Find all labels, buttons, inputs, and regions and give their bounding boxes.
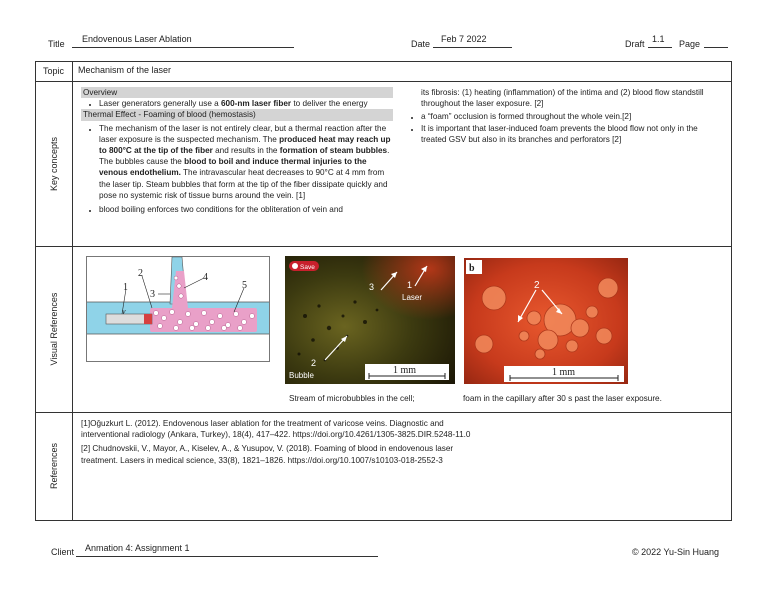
page-field[interactable] — [704, 34, 728, 48]
visual-references-label: Visual References — [49, 292, 59, 366]
diagram-label-v: v — [122, 307, 126, 316]
key-concepts-right-column — [408, 87, 718, 145]
thermal-effect-heading: Thermal Effect - Foaming of blood (hemostasis) — [81, 109, 393, 120]
label-column-divider — [72, 62, 73, 520]
vein-diagram — [86, 256, 270, 362]
date-value: Feb 7 2022 — [441, 34, 487, 44]
svg-text:Laser: Laser — [402, 293, 423, 302]
svg-text:Bubble: Bubble — [289, 371, 314, 380]
diagram-label-4: 4 — [203, 272, 208, 283]
svg-text:2: 2 — [534, 280, 540, 291]
client-value: Anmation 4: Assignment 1 — [85, 543, 190, 553]
date-label: Date — [411, 39, 431, 49]
title-value: Endovenous Laser Ablation — [82, 34, 192, 44]
svg-text:2: 2 — [311, 358, 317, 368]
list-item: • blood boiling enforces two conditions for the obliteration of vein and — [99, 204, 393, 215]
save-badge: Save — [300, 264, 315, 271]
key-concepts-label: Key concepts — [49, 136, 59, 192]
caption-microbubbles: Stream of microbubbles in the cell; — [289, 394, 415, 403]
svg-text:1 mm: 1 mm — [552, 367, 576, 378]
panel-tag-b: b — [469, 263, 475, 274]
list-item: • Laser generators generally use a 600-nm laser fiber to deliver the energy — [99, 98, 393, 109]
copyright: © 2022 Yu-Sin Huang — [632, 547, 720, 557]
caption-capillary-foam: foam in the capillary after 30 s past the laser exposure. — [463, 394, 662, 403]
client-label: Client — [51, 547, 75, 557]
svg-text:1 mm: 1 mm — [393, 365, 417, 376]
title-label: Title — [48, 39, 65, 49]
svg-text:3: 3 — [369, 282, 375, 292]
diagram-label-2: 2 — [138, 268, 143, 279]
diagram-label-3: 3 — [150, 289, 155, 300]
overview-list — [81, 98, 393, 109]
date-field[interactable] — [433, 34, 512, 48]
thermal-effect-list — [81, 123, 393, 216]
svg-text:1: 1 — [407, 280, 413, 290]
references-list — [81, 418, 476, 466]
capillary-foam-image — [464, 258, 628, 384]
draft-field[interactable] — [648, 34, 672, 48]
client-field[interactable] — [76, 543, 378, 557]
title-field[interactable] — [72, 34, 294, 48]
row-divider-concepts — [36, 246, 731, 247]
draft-label: Draft — [625, 39, 645, 49]
reference-2: [2] Chudnovskii, V., Mayor, A., Kiselev, A., & Yusupov, V. (2018). Foaming of blood in endovenous laser treatment. Lasers in medical science, 33(8), 1821–1826. https://doi.org/10.1007/s10103-018-2552-3 — [81, 444, 454, 465]
reference-1: [1]Oğuzkurt L. (2012). Endovenous laser ablation for the treatment of varicose veins. Diagnostic and interventional radiology (Ankara, Turkey), 18(4), 417–422. https://doi.org/10.4261/1305-3825.DIR.5248-11.0 — [81, 419, 471, 440]
topic-label: Topic — [43, 66, 65, 76]
page-label: Page — [679, 39, 701, 49]
overview-heading: Overview — [81, 87, 393, 98]
microbubble-image — [285, 256, 455, 384]
topic-value: Mechanism of the laser — [78, 65, 172, 75]
diagram-label-1: 1 — [123, 282, 128, 293]
row-divider-topic — [36, 81, 731, 82]
key-concepts-left-column — [81, 87, 393, 215]
references-label: References — [49, 442, 59, 490]
diagram-label-5: 5 — [242, 280, 247, 291]
draft-value: 1.1 — [652, 34, 665, 44]
list-item: • It is important that laser-induced foam prevents the blood flow not only in the treated GSV but also in its branches and perforators [2] — [421, 123, 718, 145]
list-item: • a “foam” occlusion is formed throughout the whole vein.[2] — [421, 111, 718, 122]
row-divider-visual — [36, 412, 731, 413]
list-item: • The mechanism of the laser is not entirely clear, but a thermal reaction after the laser exposure is the suspected mechanism. The produced heat may reach up to 800°C at the tip of the fiber and results in the formation of steam bubbles. The bubbles cause the blood to boil and induce thermal injuries to the venous endothelium. The intravascular heat decreases to 90°C at 4 mm from the laser tip. Steam bubbles that form at the tip of the fiber dissipate quickly and pose no systemic risk of tissue burns around the vein. [1] — [99, 123, 393, 201]
right-list — [408, 111, 718, 145]
continued-text: its fibrosis: (1) heating (inflammation) of the intima and (2) blood flow standstill throughout the laser exposure. [2] — [421, 88, 704, 109]
